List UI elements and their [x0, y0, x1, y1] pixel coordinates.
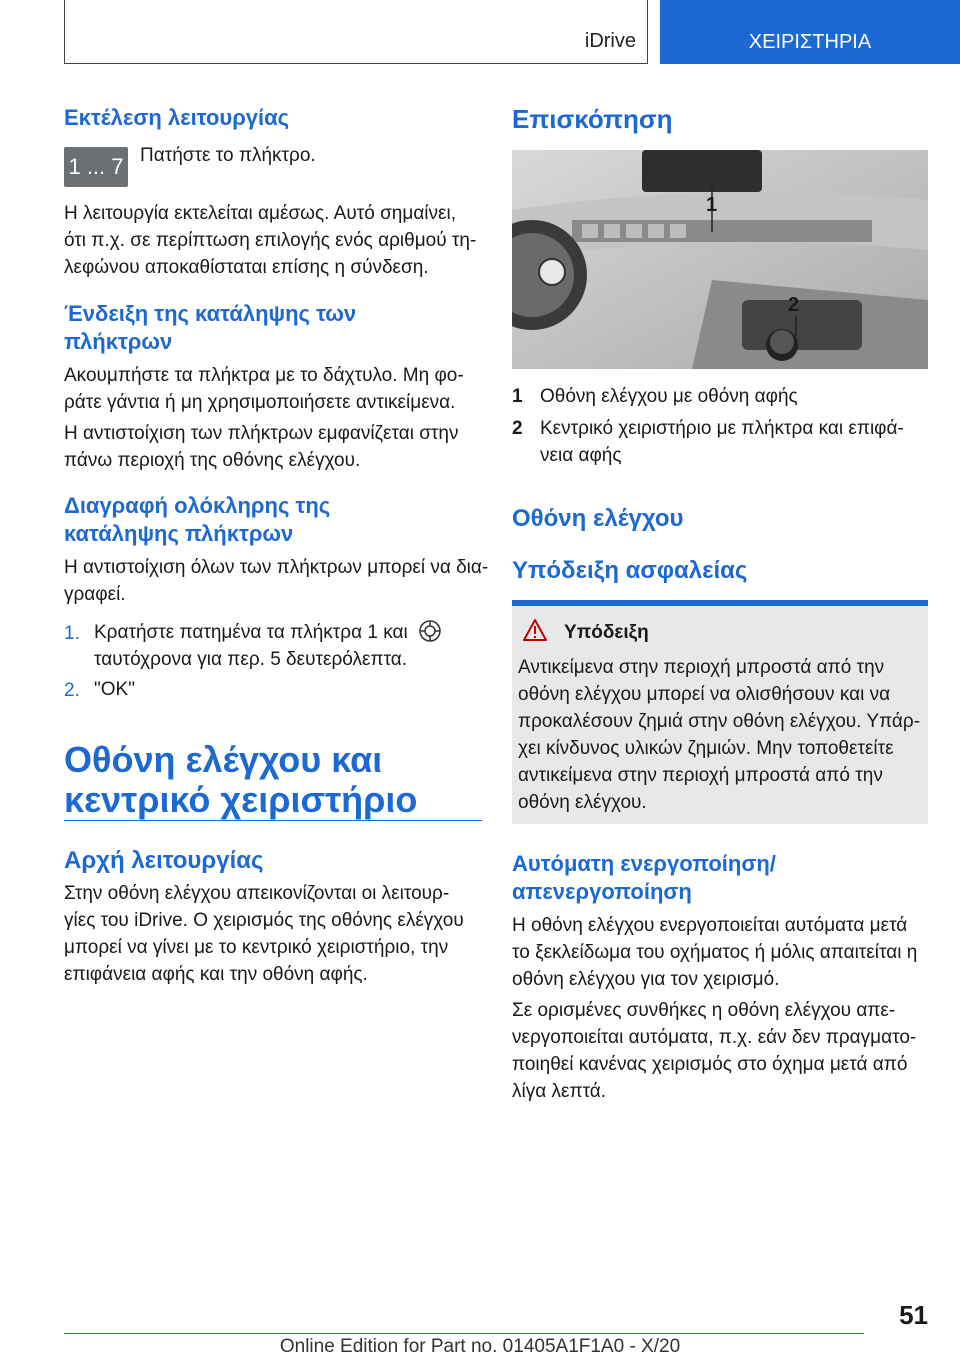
legend-2-line-1: Κεντρικό χειριστήριο με πλήκτρα και επιφά- — [540, 418, 904, 439]
auto-p2-line-2: νεργοποιείται αυτόματα, π.χ. εάν δεν πραγματο- — [512, 1027, 917, 1048]
del-p-line-1: Η αντιστοίχιση όλων των πλήκτρων μπορεί να δια- — [64, 557, 489, 578]
step-1-line-1: Κρατήστε πατημένα τα πλήκτρα 1 και — [94, 622, 408, 643]
step-1-line-2: ταυτόχρονα για περ. 5 δευτερόλεπτα. — [94, 649, 408, 670]
exec-line-2: ότι π.χ. σε περίπτωση επιλογής ενός αριθμού τη- — [64, 230, 477, 251]
legend-1-text: Οθόνη ελέγχου με οθόνη αφής — [540, 386, 798, 407]
warning-box — [512, 600, 928, 824]
del-title-2: κατάληψης πλήκτρων — [64, 521, 294, 546]
step-2-number: 2. — [64, 680, 80, 701]
auto-p1-line-1: Η οθόνη ελέγχου ενεργοποιείται αυτόματα μετά — [512, 915, 908, 936]
page-number: 51 — [899, 1300, 928, 1330]
ind-title-1: Ένδειξη της κατάληψης των — [64, 301, 357, 326]
callout-2: 2 — [788, 294, 800, 316]
warning-line-2: οθόνη ελέγχου μπορεί να ολισθήσουν και να — [518, 684, 891, 705]
auto-p1-line-2: το ξεκλείδωμα του οχήματος ή μόλις απαιτείται η — [512, 942, 918, 963]
key-1-7-icon: 1 ... 7 — [64, 147, 128, 187]
warning-line-6: οθόνη ελέγχου. — [518, 792, 647, 813]
warning-line-4: χει κίνδυνος υλικών ζημιών. Μην τοποθετείτε — [518, 738, 894, 759]
principle-title: Αρχή λειτουργίας — [64, 847, 264, 874]
auto-p2-line-4: λίγα λεπτά. — [512, 1081, 607, 1102]
step-1-number: 1. — [64, 623, 80, 644]
ind-p2-line-1: Η αντιστοίχιση των πλήκτρων εμφανίζεται στην — [64, 423, 459, 444]
exec-line-1: Η λειτουργία εκτελείται αμέσως. Αυτό σημαίνει, — [64, 203, 456, 224]
callout-1: 1 — [706, 194, 718, 216]
warning-line-3: προκαλέσουν ζημιά στην οθόνη ελέγχου. Υπάρ- — [518, 711, 921, 732]
ind-p1-line-2: ράτε γάντια ή μη χρησιμοποιήσετε αντικείμενα. — [64, 392, 456, 413]
warning-top-bar — [512, 600, 928, 606]
header-tab[interactable]: ΧΕΙΡΙΣΤΗΡΙΑ — [660, 0, 960, 64]
ind-title-2: πλήκτρων — [64, 329, 173, 354]
ind-p1-line-1: Ακουμπήστε τα πλήκτρα με το δάχτυλο. Μη φο- — [64, 365, 464, 386]
warning-title: Υπόδειξη — [564, 622, 649, 643]
big-title-2: κεντρικό χειριστήριο — [64, 779, 418, 820]
exec-line-3: λεφώνου αποκαθίσταται επίσης η σύνδεση. — [64, 257, 429, 278]
legend-2-number: 2 — [512, 418, 523, 439]
auto-p2-line-1: Σε ορισμένες συνθήκες η οθόνη ελέγχου απε- — [512, 1000, 896, 1021]
principle-line-1: Στην οθόνη ελέγχου απεικονίζονται οι λειτουρ- — [64, 883, 450, 904]
del-title-1: Διαγραφή ολόκληρης της — [64, 493, 331, 518]
footer-text: Online Edition for Part no. 01405A1F1A0 - X/20 — [279, 1336, 681, 1357]
star-key-icon — [418, 619, 442, 643]
warning-triangle-icon — [522, 618, 548, 642]
principle-line-2: γίες του iDrive. Ο χειρισμός της οθόνης ελέγχου — [64, 910, 464, 931]
big-title-rule — [64, 820, 482, 821]
key-text: Πατήστε το πλήκτρο. — [140, 145, 316, 166]
big-title-1: Οθόνη ελέγχου και — [64, 739, 383, 780]
cockpit-photo — [512, 150, 928, 369]
warning-line-1: Αντικείμενα στην περιοχή μπροστά από την — [518, 657, 885, 678]
legend-1-number: 1 — [512, 386, 523, 407]
screen-title: Οθόνη ελέγχου — [512, 505, 684, 532]
header-section: iDrive — [584, 30, 636, 52]
warning-line-5: αντικείμενα στην περιοχή μπροστά από την — [518, 765, 883, 786]
exec-title: Εκτέλεση λειτουργίας — [64, 105, 290, 130]
footer-rule — [64, 1333, 864, 1334]
ind-p2-line-2: πάνω περιοχή της οθόνης ελέγχου. — [64, 450, 361, 471]
safety-title: Υπόδειξη ασφαλείας — [512, 557, 748, 584]
auto-title-2: απενεργοποίηση — [512, 879, 692, 904]
overview-title: Επισκόπηση — [512, 104, 673, 134]
principle-line-3: μπορεί να γίνει με το κεντρικό χειριστήριο, την — [64, 937, 449, 958]
auto-p2-line-3: ποιηθεί κανένας χειρισμός στο όχημα μετά από — [512, 1054, 908, 1075]
principle-line-4: επιφάνεια αφής και την οθόνη αφής. — [64, 964, 368, 985]
legend-2-line-2: νεια αφής — [540, 445, 622, 466]
auto-p1-line-3: οθόνη ελέγχου για τον χειρισμό. — [512, 969, 780, 990]
step-2-line-1: "OK" — [94, 679, 135, 700]
header-box — [64, 0, 648, 64]
auto-title-1: Αυτόματη ενεργοποίηση/ — [512, 851, 776, 876]
del-p-line-2: γραφεί. — [64, 584, 126, 605]
